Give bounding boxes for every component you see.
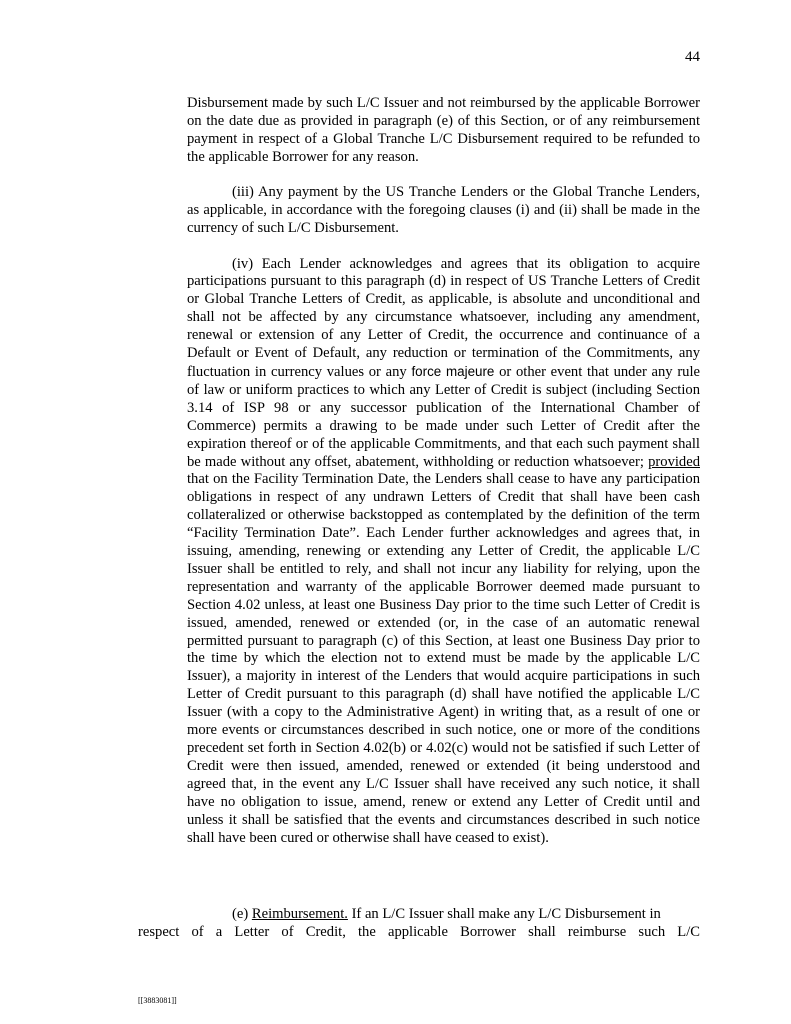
- force-majeure-term: force majeure: [411, 363, 495, 379]
- paragraph-e-text-1: If an L/C Issuer shall make any L/C Disbursement in: [347, 906, 661, 922]
- paragraph-e-line-2: respect of a Letter of Credit, the applicable Borrower shall reimburse such L/C: [138, 923, 700, 940]
- paragraph-e-line-1: [232, 906, 700, 924]
- paragraph-iii: (iii) Any payment by the US Tranche Lenders or the Global Tranche Lenders, as applicable, in accordance with the foregoing clauses (i) and (ii) shall be made in the currency of such L/C Disbursement.: [187, 184, 700, 237]
- provided-term: provided: [648, 453, 700, 470]
- page-number: 44: [685, 49, 700, 65]
- paragraph-iv-text-c: that on the Facility Termination Date, the Lenders shall cease to have any participation obligations in respect of any undrawn Letters of Credit that shall have been cash collateralized or otherwise backstopped as contemplated by the definition of the term “Facility Termination Date”. Each Lender further acknowledges and agrees that, in issuing, amending, renewing or extending any Letter of Credit, the applicable L/C Issuer shall be entitled to rely, and shall not incur any liability for relying, upon the representation and warranty of the applicable Borrower deemed made pursuant to Section 4.02 unless, at least one Business Day prior to the time such Letter of Credit is issued, amended, renewed or extended (or, in the case of an automatic renewal permitted pursuant to paragraph (c) of this Section, at least one Business Day prior to the time by which the election not to extend must be made by the applicable L/C Issuer), a majority in interest of the Lenders that would acquire participations in such Letter of Credit pursuant to this paragraph (d) shall have notified the applicable L/C Issuer (with a copy to the Administrative Agent) in writing that, as a result of one or more events or circumstances described in such notice, one or more of the conditions precedent set forth in Section 4.02(b) or 4.02(c) would not be satisfied if such Letter of Credit were then issued, amended, renewed or extended (it being understood and agreed that, in the event any L/C Issuer shall have received any such notice, it shall have no obligation to issue, amend, renew or extend any Letter of Credit until and unless it shall be satisfied that the events and circumstances described in such notice shall have been cured or otherwise shall have ceased to exist).: [187, 471, 700, 846]
- footer-document-id: [[3883081]]: [138, 996, 177, 1005]
- paragraph-continuation: Disbursement made by such L/C Issuer and not reimbursed by the applicable Borrower on the date due as provided in paragraph (e) of this Section, or of any reimbursement payment in respect of a Global Tranche L/C Disbursement required to be refunded to the applicable Borrower for any reason.: [187, 95, 700, 165]
- reimbursement-heading: Reimbursement.: [251, 906, 348, 922]
- paragraph-iv: [187, 256, 700, 848]
- paragraph-iv-text-b: or other event that under any rule of law or uniform practices to which any Letter of Credit is subject (including Section 3.14 of ISP 98 or any successor publication of the International Chamber of Commerce) permits a drawing to be made under such Letter of Credit after the expiration thereof or of the applicable Commitments, and that each such payment shall be made without any offset, abatement, withholding or reduction whatsoever;: [187, 363, 701, 470]
- paragraph-iv-text-a: (iv) Each Lender acknowledges and agrees that its obligation to acquire participations pursuant to this paragraph (d) in respect of US Tranche Letters of Credit or Global Tranche Letters of Credit, as applicable, is absolute and unconditional and shall not be affected by any circumstance whatsoever, including any amendment, renewal or extension of any Letter of Credit, the occurrence and continuance of a Default or Event of Default, any reduction or termination of the Commitments, any fluctuation in currency values or any: [187, 255, 700, 380]
- paragraph-e-label: (e): [232, 906, 252, 922]
- paragraph-e: [138, 906, 700, 942]
- document-body: [187, 95, 700, 865]
